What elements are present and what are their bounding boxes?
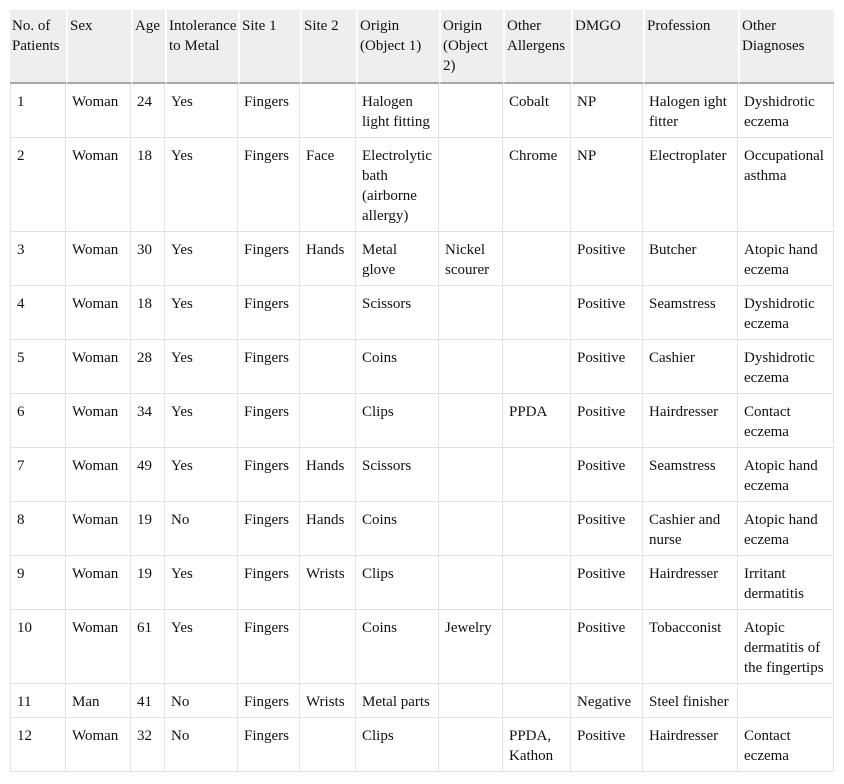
cell-intolerance: No — [165, 718, 238, 772]
cell-profession: Cashier — [643, 340, 738, 394]
cell-sex: Woman — [66, 394, 131, 448]
cell-sex: Woman — [66, 286, 131, 340]
cell-profession: Hairdresser — [643, 556, 738, 610]
cell-site-2 — [300, 340, 356, 394]
cell-origin-2 — [439, 394, 503, 448]
cell-origin-1: Halogen light fitting — [356, 84, 439, 138]
cell-sex: Woman — [66, 556, 131, 610]
patients-table-container — [10, 10, 834, 784]
cell-other-diagnoses: Atopic hand eczema — [738, 448, 834, 502]
cell-profession: Steel finisher — [643, 684, 738, 718]
cell-site-2 — [300, 286, 356, 340]
cell-site-2: Wrists — [300, 556, 356, 610]
header-site-1: Site 1 — [238, 10, 300, 84]
cell-profession: Cashier and nurse — [643, 502, 738, 556]
cell-other-allergens — [503, 340, 571, 394]
cell-patient-number: 1 — [10, 84, 66, 138]
cell-intolerance: No — [165, 684, 238, 718]
header-other-diagnoses: Other Diagnoses — [738, 10, 834, 84]
cell-age: 49 — [131, 448, 165, 502]
cell-sex: Woman — [66, 84, 131, 138]
header-site-2: Site 2 — [300, 10, 356, 84]
cell-other-allergens: Cobalt — [503, 84, 571, 138]
cell-site-2 — [300, 610, 356, 684]
cell-age: 32 — [131, 718, 165, 772]
cell-site-1: Fingers — [238, 232, 300, 286]
table-row — [10, 684, 834, 718]
cell-intolerance: Yes — [165, 610, 238, 684]
cell-profession: Seamstress — [643, 286, 738, 340]
patients-table — [10, 10, 834, 772]
cell-site-1: Fingers — [238, 286, 300, 340]
cell-dmgo: Positive — [571, 502, 643, 556]
cell-origin-2: Jewelry — [439, 610, 503, 684]
header-origin-2: Origin (Object 2) — [439, 10, 503, 84]
cell-dmgo: Positive — [571, 286, 643, 340]
header-other-allergens: Other Allergens — [503, 10, 571, 84]
cell-other-allergens — [503, 232, 571, 286]
cell-origin-1: Scissors — [356, 286, 439, 340]
cell-dmgo: Positive — [571, 394, 643, 448]
cell-origin-2 — [439, 718, 503, 772]
cell-site-2: Hands — [300, 448, 356, 502]
cell-sex: Woman — [66, 718, 131, 772]
cell-dmgo: Positive — [571, 232, 643, 286]
cell-age: 18 — [131, 138, 165, 232]
cell-patient-number: 6 — [10, 394, 66, 448]
cell-age: 34 — [131, 394, 165, 448]
cell-profession: Hairdresser — [643, 718, 738, 772]
cell-profession: Halogen ight fitter — [643, 84, 738, 138]
table-row — [10, 340, 834, 394]
cell-intolerance: Yes — [165, 84, 238, 138]
cell-patient-number: 2 — [10, 138, 66, 232]
table-row — [10, 502, 834, 556]
cell-site-1: Fingers — [238, 340, 300, 394]
cell-sex: Woman — [66, 138, 131, 232]
cell-dmgo: Positive — [571, 340, 643, 394]
cell-sex: Woman — [66, 340, 131, 394]
cell-site-1: Fingers — [238, 684, 300, 718]
cell-origin-1: Clips — [356, 718, 439, 772]
header-origin-1: Origin (Object 1) — [356, 10, 439, 84]
table-row — [10, 286, 834, 340]
cell-age: 19 — [131, 502, 165, 556]
cell-other-diagnoses — [738, 684, 834, 718]
cell-age: 18 — [131, 286, 165, 340]
header-profession: Profession — [643, 10, 738, 84]
table-row — [10, 448, 834, 502]
cell-intolerance: Yes — [165, 448, 238, 502]
cell-patient-number: 12 — [10, 718, 66, 772]
cell-age: 61 — [131, 610, 165, 684]
cell-other-allergens — [503, 556, 571, 610]
header-intolerance: Intolerance to Metal — [165, 10, 238, 84]
cell-site-2 — [300, 718, 356, 772]
cell-intolerance: Yes — [165, 340, 238, 394]
cell-other-allergens — [503, 448, 571, 502]
cell-other-diagnoses: Contact eczema — [738, 394, 834, 448]
cell-intolerance: Yes — [165, 556, 238, 610]
cell-sex: Woman — [66, 448, 131, 502]
cell-site-1: Fingers — [238, 448, 300, 502]
cell-origin-1: Coins — [356, 610, 439, 684]
cell-origin-2 — [439, 448, 503, 502]
cell-dmgo: Positive — [571, 556, 643, 610]
cell-other-diagnoses: Atopic dermatitis of the fingertips — [738, 610, 834, 684]
header-age: Age — [131, 10, 165, 84]
cell-intolerance: Yes — [165, 138, 238, 232]
cell-profession: Seamstress — [643, 448, 738, 502]
table-row — [10, 610, 834, 684]
cell-origin-1: Coins — [356, 340, 439, 394]
table-row — [10, 718, 834, 772]
cell-dmgo: Negative — [571, 684, 643, 718]
cell-site-1: Fingers — [238, 502, 300, 556]
cell-intolerance: Yes — [165, 232, 238, 286]
cell-origin-1: Electrolytic bath (airborne allergy) — [356, 138, 439, 232]
table-header-row — [10, 10, 834, 84]
cell-intolerance: No — [165, 502, 238, 556]
header-patient-number: No. of Patients — [10, 10, 66, 84]
table-row — [10, 84, 834, 138]
table-row — [10, 138, 834, 232]
cell-origin-1: Metal glove — [356, 232, 439, 286]
cell-patient-number: 10 — [10, 610, 66, 684]
cell-site-1: Fingers — [238, 394, 300, 448]
cell-origin-2: Nickel scourer — [439, 232, 503, 286]
cell-origin-2 — [439, 556, 503, 610]
cell-origin-2 — [439, 286, 503, 340]
cell-dmgo: Positive — [571, 610, 643, 684]
cell-sex: Woman — [66, 610, 131, 684]
cell-dmgo: Positive — [571, 718, 643, 772]
table-row — [10, 232, 834, 286]
cell-age: 19 — [131, 556, 165, 610]
cell-dmgo: NP — [571, 138, 643, 232]
cell-site-2 — [300, 84, 356, 138]
cell-other-allergens — [503, 286, 571, 340]
cell-site-1: Fingers — [238, 84, 300, 138]
cell-patient-number: 8 — [10, 502, 66, 556]
cell-site-2 — [300, 394, 356, 448]
cell-patient-number: 3 — [10, 232, 66, 286]
cell-origin-1: Coins — [356, 502, 439, 556]
cell-site-2: Hands — [300, 502, 356, 556]
cell-origin-2 — [439, 340, 503, 394]
cell-origin-2 — [439, 84, 503, 138]
cell-age: 24 — [131, 84, 165, 138]
cell-other-allergens — [503, 610, 571, 684]
cell-origin-1: Clips — [356, 394, 439, 448]
cell-sex: Woman — [66, 502, 131, 556]
cell-profession: Electroplater — [643, 138, 738, 232]
cell-intolerance: Yes — [165, 394, 238, 448]
cell-site-1: Fingers — [238, 138, 300, 232]
cell-origin-1: Metal parts — [356, 684, 439, 718]
cell-patient-number: 9 — [10, 556, 66, 610]
cell-age: 28 — [131, 340, 165, 394]
cell-origin-2 — [439, 138, 503, 232]
cell-site-1: Fingers — [238, 718, 300, 772]
cell-origin-1: Scissors — [356, 448, 439, 502]
cell-other-allergens: PPDA, Kathon — [503, 718, 571, 772]
cell-sex: Man — [66, 684, 131, 718]
cell-patient-number: 4 — [10, 286, 66, 340]
cell-other-allergens: PPDA — [503, 394, 571, 448]
cell-origin-2 — [439, 502, 503, 556]
cell-dmgo: Positive — [571, 448, 643, 502]
cell-other-diagnoses: Dyshidrotic eczema — [738, 84, 834, 138]
cell-other-diagnoses: Irritant dermatitis — [738, 556, 834, 610]
cell-site-2: Face — [300, 138, 356, 232]
cell-profession: Hairdresser — [643, 394, 738, 448]
cell-age: 30 — [131, 232, 165, 286]
header-sex: Sex — [66, 10, 131, 84]
cell-other-diagnoses: Atopic hand eczema — [738, 232, 834, 286]
cell-other-diagnoses: Atopic hand eczema — [738, 502, 834, 556]
cell-other-diagnoses: Dyshidrotic eczema — [738, 286, 834, 340]
cell-site-2: Wrists — [300, 684, 356, 718]
cell-site-1: Fingers — [238, 556, 300, 610]
cell-patient-number: 7 — [10, 448, 66, 502]
cell-other-allergens — [503, 502, 571, 556]
cell-sex: Woman — [66, 232, 131, 286]
table-row — [10, 556, 834, 610]
cell-origin-1: Clips — [356, 556, 439, 610]
cell-site-2: Hands — [300, 232, 356, 286]
cell-dmgo: NP — [571, 84, 643, 138]
cell-other-diagnoses: Occupational asthma — [738, 138, 834, 232]
table-row — [10, 394, 834, 448]
cell-other-allergens — [503, 684, 571, 718]
cell-intolerance: Yes — [165, 286, 238, 340]
cell-site-1: Fingers — [238, 610, 300, 684]
cell-profession: Butcher — [643, 232, 738, 286]
cell-other-allergens: Chrome — [503, 138, 571, 232]
cell-age: 41 — [131, 684, 165, 718]
cell-other-diagnoses: Contact eczema — [738, 718, 834, 772]
header-dmgo: DMGO — [571, 10, 643, 84]
cell-patient-number: 5 — [10, 340, 66, 394]
cell-patient-number: 11 — [10, 684, 66, 718]
cell-origin-2 — [439, 684, 503, 718]
cell-other-diagnoses: Dyshidrotic eczema — [738, 340, 834, 394]
cell-profession: Tobacconist — [643, 610, 738, 684]
